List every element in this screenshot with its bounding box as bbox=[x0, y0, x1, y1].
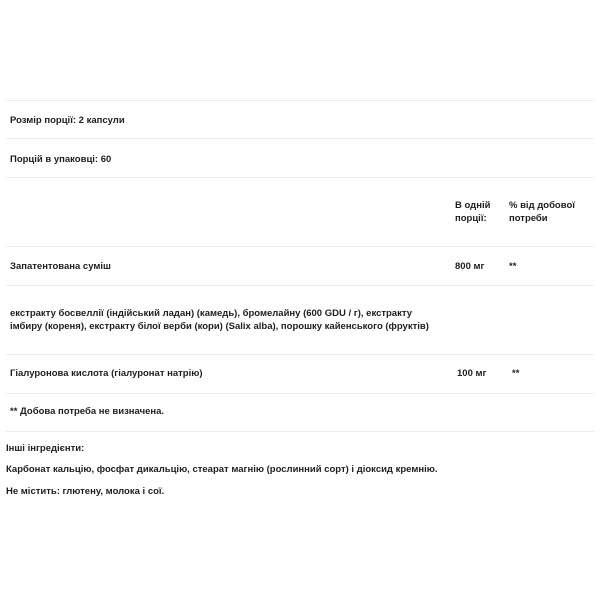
ingredient-name: Гіалуронова кислота (гіалуронат натрію) bbox=[10, 368, 203, 379]
divider bbox=[6, 431, 594, 432]
ingredient-dv: ** bbox=[512, 368, 520, 379]
divider bbox=[6, 285, 594, 286]
free-from: Не містить: глютену, молока і сої. bbox=[6, 486, 165, 497]
divider bbox=[6, 393, 594, 394]
per-serving-header: В одній порції: bbox=[455, 200, 491, 224]
ingredient-dv: ** bbox=[509, 261, 517, 272]
ingredient-amount: 800 мг bbox=[455, 261, 485, 272]
other-ingredients: Карбонат кальцію, фосфат дикальцію, стеарат магнію (рослинний сорт) і діоксид кремнію. bbox=[6, 464, 438, 475]
divider bbox=[6, 100, 594, 101]
ingredient-name: Запатентована суміш bbox=[10, 261, 111, 272]
ingredient-amount: 100 мг bbox=[457, 368, 487, 379]
footnote: ** Добова потреба не визначена. bbox=[10, 406, 165, 417]
serving-size: Розмір порції: 2 капсули bbox=[10, 115, 125, 126]
divider bbox=[6, 138, 594, 139]
daily-value-header: % від добової потреби bbox=[509, 200, 575, 224]
divider bbox=[6, 246, 594, 247]
divider bbox=[6, 354, 594, 355]
blend-description: екстракту босвеллії (індійський ладан) (камедь), бромелайну (600 GDU / г), екстракту імбиру (кореня), екстракту білої верби (кори) (Salix alba), порошку кайенського (фруктів) bbox=[10, 308, 429, 332]
other-ingredients-title: Інші інгредієнти: bbox=[6, 443, 85, 454]
divider bbox=[6, 177, 594, 178]
servings-per-container: Порцій в упаковці: 60 bbox=[10, 154, 112, 165]
